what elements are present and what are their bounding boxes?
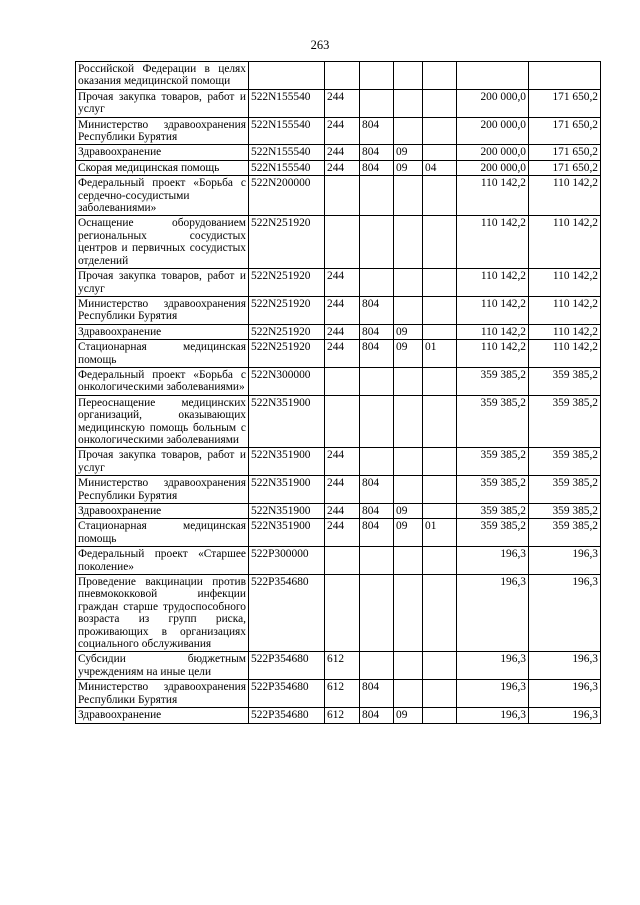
cell-target-article: 522P354680 [249, 575, 325, 652]
cell-ministry-code: 804 [360, 680, 394, 708]
table-row [76, 117, 601, 145]
cell-name: Министерство здравоохранения Республики Бурятия [76, 680, 249, 708]
cell-name: Здравоохранение [76, 504, 249, 519]
cell-amount-planned: 196,3 [457, 680, 529, 708]
cell-amount-planned: 110 142,2 [457, 269, 529, 297]
cell-subsection [423, 547, 457, 575]
cell-name: Федеральный проект «Старшее поколение» [76, 547, 249, 575]
cell-name: Здравоохранение [76, 708, 249, 723]
cell-name: Здравоохранение [76, 145, 249, 160]
cell-name: Здравоохранение [76, 324, 249, 339]
cell-subsection [423, 448, 457, 476]
cell-target-article: 522N251920 [249, 324, 325, 339]
budget-table [75, 61, 601, 724]
cell-amount-planned: 196,3 [457, 575, 529, 652]
cell-name: Переоснащение медицинских организаций, оказывающих медицинскую помощь больным с онкологическими заболеваниями [76, 395, 249, 448]
cell-section [394, 575, 423, 652]
cell-name: Министерство здравоохранения Республики Бурятия [76, 296, 249, 324]
cell-ministry-code: 804 [360, 708, 394, 723]
cell-amount-executed: 110 142,2 [529, 296, 601, 324]
cell-subsection: 01 [423, 519, 457, 547]
cell-section [394, 547, 423, 575]
cell-subsection [423, 89, 457, 117]
cell-ministry-code: 804 [360, 296, 394, 324]
cell-target-article: 522N200000 [249, 176, 325, 216]
cell-section [394, 89, 423, 117]
cell-expense-type: 244 [325, 476, 360, 504]
cell-ministry-code [360, 269, 394, 297]
cell-section: 09 [394, 145, 423, 160]
table-row [76, 504, 601, 519]
table-row [76, 145, 601, 160]
cell-section: 09 [394, 160, 423, 175]
cell-expense-type: 244 [325, 145, 360, 160]
table-row [76, 89, 601, 117]
cell-amount-planned: 196,3 [457, 547, 529, 575]
cell-section: 09 [394, 324, 423, 339]
cell-ministry-code [360, 395, 394, 448]
cell-ministry-code [360, 652, 394, 680]
cell-target-article: 522P354680 [249, 708, 325, 723]
cell-amount-executed: 359 385,2 [529, 367, 601, 395]
cell-name: Российской Федерации в целях оказания медицинской помощи [76, 62, 249, 90]
table-row [76, 340, 601, 368]
cell-section [394, 395, 423, 448]
page-number: 263 [310, 38, 330, 52]
cell-ministry-code [360, 448, 394, 476]
table-row [76, 296, 601, 324]
cell-expense-type [325, 216, 360, 269]
cell-expense-type: 612 [325, 680, 360, 708]
cell-target-article: 522N251920 [249, 216, 325, 269]
cell-amount-planned: 359 385,2 [457, 504, 529, 519]
cell-target-article: 522P354680 [249, 680, 325, 708]
cell-amount-planned: 359 385,2 [457, 367, 529, 395]
cell-subsection: 04 [423, 160, 457, 175]
cell-section [394, 216, 423, 269]
cell-name: Прочая закупка товаров, работ и услуг [76, 448, 249, 476]
cell-amount-executed: 196,3 [529, 708, 601, 723]
cell-target-article: 522N155540 [249, 117, 325, 145]
cell-name: Проведение вакцинации против пневмококковой инфекции граждан старше трудоспособного возраста из групп риска, проживающих в организациях социального обслуживания [76, 575, 249, 652]
table-row [76, 680, 601, 708]
cell-target-article [249, 62, 325, 90]
cell-subsection [423, 176, 457, 216]
cell-ministry-code [360, 216, 394, 269]
cell-name: Скорая медицинская помощь [76, 160, 249, 175]
table-row [76, 448, 601, 476]
cell-amount-planned: 359 385,2 [457, 395, 529, 448]
cell-amount-executed: 110 142,2 [529, 176, 601, 216]
cell-section [394, 448, 423, 476]
cell-section [394, 652, 423, 680]
cell-name: Министерство здравоохранения Республики Бурятия [76, 117, 249, 145]
cell-expense-type: 244 [325, 89, 360, 117]
cell-amount-executed: 171 650,2 [529, 89, 601, 117]
cell-ministry-code: 804 [360, 504, 394, 519]
table-row [76, 160, 601, 175]
cell-section: 09 [394, 519, 423, 547]
cell-ministry-code [360, 367, 394, 395]
cell-amount-executed: 196,3 [529, 652, 601, 680]
table-row [76, 395, 601, 448]
cell-name: Федеральный проект «Борьба с онкологическими заболеваниями» [76, 367, 249, 395]
table-row [76, 269, 601, 297]
cell-ministry-code: 804 [360, 476, 394, 504]
cell-ministry-code [360, 575, 394, 652]
cell-name: Прочая закупка товаров, работ и услуг [76, 89, 249, 117]
table-row [76, 547, 601, 575]
table-row [76, 708, 601, 723]
cell-subsection [423, 395, 457, 448]
cell-subsection [423, 117, 457, 145]
cell-section [394, 62, 423, 90]
cell-target-article: 522N155540 [249, 160, 325, 175]
cell-subsection [423, 216, 457, 269]
table-row [76, 476, 601, 504]
cell-amount-planned: 359 385,2 [457, 476, 529, 504]
cell-amount-executed: 196,3 [529, 547, 601, 575]
cell-amount-planned: 110 142,2 [457, 176, 529, 216]
cell-expense-type [325, 62, 360, 90]
cell-target-article: 522N351900 [249, 395, 325, 448]
cell-subsection [423, 708, 457, 723]
cell-section: 09 [394, 340, 423, 368]
cell-expense-type: 244 [325, 504, 360, 519]
cell-name: Прочая закупка товаров, работ и услуг [76, 269, 249, 297]
cell-amount-executed: 359 385,2 [529, 504, 601, 519]
cell-expense-type: 244 [325, 340, 360, 368]
table-row [76, 324, 601, 339]
cell-subsection [423, 324, 457, 339]
cell-amount-executed: 359 385,2 [529, 476, 601, 504]
cell-target-article: 522N351900 [249, 448, 325, 476]
cell-ministry-code: 804 [360, 160, 394, 175]
cell-section: 09 [394, 504, 423, 519]
cell-name: Оснащение оборудованием региональных сосудистых центров и первичных сосудистых отделений [76, 216, 249, 269]
cell-section [394, 296, 423, 324]
cell-section: 09 [394, 708, 423, 723]
cell-subsection [423, 652, 457, 680]
table-row [76, 62, 601, 90]
cell-target-article: 522P300000 [249, 547, 325, 575]
cell-amount-executed: 171 650,2 [529, 117, 601, 145]
cell-ministry-code: 804 [360, 519, 394, 547]
cell-target-article: 522N155540 [249, 89, 325, 117]
cell-amount-planned: 110 142,2 [457, 340, 529, 368]
cell-target-article: 522N351900 [249, 504, 325, 519]
cell-name: Федеральный проект «Борьба с сердечно-сосудистыми заболеваниями» [76, 176, 249, 216]
cell-amount-executed: 110 142,2 [529, 324, 601, 339]
cell-subsection [423, 145, 457, 160]
cell-subsection [423, 504, 457, 519]
table-row [76, 652, 601, 680]
cell-subsection [423, 269, 457, 297]
cell-amount-planned: 196,3 [457, 708, 529, 723]
cell-section [394, 117, 423, 145]
cell-target-article: 522N251920 [249, 269, 325, 297]
cell-ministry-code: 804 [360, 324, 394, 339]
cell-ministry-code: 804 [360, 340, 394, 368]
cell-amount-planned: 200 000,0 [457, 160, 529, 175]
table-row [76, 176, 601, 216]
cell-ministry-code: 804 [360, 117, 394, 145]
cell-target-article: 522N155540 [249, 145, 325, 160]
cell-ministry-code [360, 547, 394, 575]
cell-expense-type [325, 575, 360, 652]
cell-ministry-code: 804 [360, 145, 394, 160]
cell-expense-type: 244 [325, 296, 360, 324]
cell-amount-executed: 110 142,2 [529, 216, 601, 269]
cell-amount-planned: 200 000,0 [457, 89, 529, 117]
cell-amount-planned: 110 142,2 [457, 216, 529, 269]
cell-name: Министерство здравоохранения Республики Бурятия [76, 476, 249, 504]
cell-target-article: 522P354680 [249, 652, 325, 680]
cell-target-article: 522N251920 [249, 340, 325, 368]
cell-expense-type: 244 [325, 160, 360, 175]
cell-name: Стационарная медицинская помощь [76, 519, 249, 547]
cell-amount-planned: 359 385,2 [457, 448, 529, 476]
cell-target-article: 522N351900 [249, 519, 325, 547]
cell-subsection [423, 367, 457, 395]
cell-amount-planned: 200 000,0 [457, 117, 529, 145]
cell-amount-planned: 200 000,0 [457, 145, 529, 160]
cell-amount-executed: 110 142,2 [529, 269, 601, 297]
cell-amount-planned: 110 142,2 [457, 324, 529, 339]
cell-subsection [423, 296, 457, 324]
cell-section [394, 367, 423, 395]
cell-ministry-code [360, 62, 394, 90]
cell-expense-type: 244 [325, 519, 360, 547]
cell-name: Стационарная медицинская помощь [76, 340, 249, 368]
table-row [76, 216, 601, 269]
cell-subsection [423, 680, 457, 708]
cell-expense-type: 244 [325, 324, 360, 339]
table-row [76, 519, 601, 547]
cell-expense-type: 244 [325, 448, 360, 476]
cell-expense-type: 244 [325, 269, 360, 297]
cell-expense-type: 612 [325, 652, 360, 680]
cell-ministry-code [360, 89, 394, 117]
cell-amount-executed: 359 385,2 [529, 448, 601, 476]
table-row [76, 367, 601, 395]
cell-section [394, 269, 423, 297]
cell-subsection [423, 575, 457, 652]
cell-amount-executed: 171 650,2 [529, 145, 601, 160]
cell-subsection [423, 62, 457, 90]
cell-expense-type [325, 547, 360, 575]
cell-section [394, 176, 423, 216]
cell-amount-planned [457, 62, 529, 90]
cell-amount-planned: 359 385,2 [457, 519, 529, 547]
budget-table-body [76, 62, 601, 724]
cell-amount-executed: 359 385,2 [529, 519, 601, 547]
cell-subsection [423, 476, 457, 504]
cell-amount-executed: 110 142,2 [529, 340, 601, 368]
cell-expense-type [325, 395, 360, 448]
cell-amount-executed: 359 385,2 [529, 395, 601, 448]
table-row [76, 575, 601, 652]
cell-expense-type [325, 367, 360, 395]
cell-expense-type: 612 [325, 708, 360, 723]
cell-amount-planned: 110 142,2 [457, 296, 529, 324]
cell-target-article: 522N251920 [249, 296, 325, 324]
cell-expense-type: 244 [325, 117, 360, 145]
cell-section [394, 476, 423, 504]
cell-name: Субсидии бюджетным учреждениям на иные цели [76, 652, 249, 680]
cell-amount-planned: 196,3 [457, 652, 529, 680]
cell-subsection: 01 [423, 340, 457, 368]
cell-target-article: 522N351900 [249, 476, 325, 504]
cell-target-article: 522N300000 [249, 367, 325, 395]
cell-expense-type [325, 176, 360, 216]
cell-section [394, 680, 423, 708]
cell-amount-executed [529, 62, 601, 90]
cell-amount-executed: 196,3 [529, 575, 601, 652]
cell-amount-executed: 171 650,2 [529, 160, 601, 175]
cell-ministry-code [360, 176, 394, 216]
cell-amount-executed: 196,3 [529, 680, 601, 708]
